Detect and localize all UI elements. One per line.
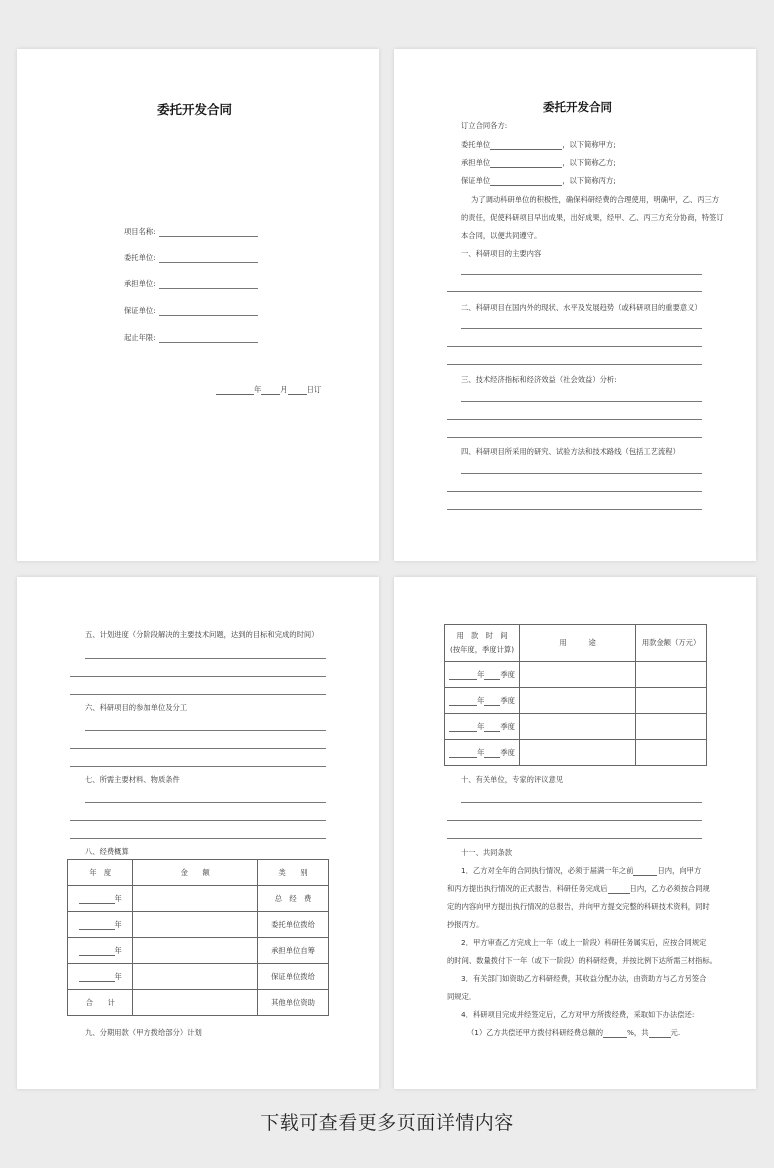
cover-date-line: 年 月 日订	[216, 385, 321, 395]
header-use: 用 途	[520, 625, 636, 662]
blank-line	[85, 658, 326, 659]
intro-paragraph-line: 本合同，以便共同遵守。	[461, 231, 542, 240]
table-total-row	[68, 990, 329, 1016]
contract-plan-page	[17, 577, 379, 1089]
year-cell: 年	[68, 938, 133, 964]
blank-line	[447, 346, 702, 347]
blank-line	[461, 401, 702, 402]
field-blank-line	[159, 262, 258, 263]
download-more-caption: 下载可查看更多页面详情内容	[260, 1112, 514, 1134]
amount-cell	[133, 964, 258, 990]
use-cell	[520, 662, 636, 688]
section-heading: 四、科研项目所采用的研究、试验方法和技术路线（包括工艺流程）	[461, 447, 680, 456]
clause-line: 和丙方提出执行情况的正式报告．科研任务完成后 日内，乙方必须按合同规	[447, 884, 710, 893]
table-row	[445, 714, 707, 740]
contract-terms-page	[394, 49, 756, 561]
intro-paragraph-line: 的责任，促使科研项目早出成果，出好成果，经甲、乙、丙三方充分协商，特签订	[461, 213, 724, 222]
party-client: 委托单位 ，以下简称甲方;	[461, 140, 616, 149]
table-row	[68, 938, 329, 964]
blank-line	[447, 838, 702, 839]
amount-cell	[636, 714, 707, 740]
amount-cell	[636, 740, 707, 766]
blank-line	[70, 676, 326, 677]
table-row	[68, 964, 329, 990]
clause-line: 1．乙方对全年的合同执行情况，必须于届满一年之前 日内，向甲方	[461, 866, 702, 875]
period-cell: 年 季度	[445, 688, 520, 714]
clause-line: 抄报丙方。	[447, 920, 484, 929]
field-blank-line	[159, 342, 258, 343]
field-label: 委托单位:	[124, 253, 156, 262]
clause-line: 3．有关部门如资助乙方科研经费，其收益分配办法，由资助方与乙方另签合	[461, 974, 707, 983]
clause-line: 同规定．	[447, 992, 477, 1001]
field-blank-line	[159, 315, 258, 316]
clause-line: 的时间、数量拨付下一年（或下一阶段）的科研经费，并按比例下达所需三材指标。	[447, 956, 717, 965]
clause-line: 定的内容向甲方提出执行情况的总报告，并向甲方提交完整的科研技术资料，同时	[447, 902, 710, 911]
budget-table	[67, 859, 329, 1016]
section-heading: 二、科研项目在国内外的现状、水平及发展趋势（或科研项目的重要意义）	[461, 303, 702, 312]
field-label: 起止年限:	[124, 333, 156, 342]
table-row	[68, 912, 329, 938]
category-cell: 总 经 费	[258, 886, 329, 912]
table-row	[445, 740, 707, 766]
blank-line	[461, 328, 702, 329]
total-label: 合 计	[68, 990, 133, 1016]
year-cell: 年	[68, 912, 133, 938]
blank-line	[70, 820, 326, 821]
use-cell	[520, 688, 636, 714]
section-heading: 十、有关单位，专家的评议意见	[461, 775, 564, 784]
field-label: 保证单位:	[124, 306, 156, 315]
table-header-row	[68, 860, 329, 886]
clause-line: 2．甲方审查乙方完成上一年（或上一阶段）科研任务属实后，应按合同规定	[461, 938, 707, 947]
category-cell: 承担单位自筹	[258, 938, 329, 964]
blank-line	[447, 509, 702, 510]
blank-line	[447, 491, 702, 492]
blank-line	[70, 766, 326, 767]
header-year: 年 度	[68, 860, 133, 886]
category-cell: 保证单位拨给	[258, 964, 329, 990]
year-cell: 年	[68, 964, 133, 990]
table-row	[68, 886, 329, 912]
period-cell: 年 季度	[445, 662, 520, 688]
blank-line	[447, 419, 702, 420]
blank-line	[447, 364, 702, 365]
clause-line: 4．科研项目完成并经签定后，乙方对甲方所拨经费，采取如下办法偿还:	[461, 1010, 695, 1019]
period-cell: 年 季度	[445, 714, 520, 740]
contract-schedule-page	[394, 577, 756, 1089]
repayment-line: （1）乙方共偿还甲方拨付科研经费总额的 %，共 元.	[467, 1028, 681, 1037]
field-label: 项目名称:	[124, 227, 156, 236]
use-cell	[520, 714, 636, 740]
party-guarantor: 保证单位 ，以下简称丙方;	[461, 176, 616, 185]
amount-cell	[133, 990, 258, 1016]
amount-cell	[133, 886, 258, 912]
payment-schedule-table	[444, 624, 707, 766]
blank-line	[70, 838, 326, 839]
amount-cell	[636, 662, 707, 688]
amount-cell	[636, 688, 707, 714]
period-cell: 年 季度	[445, 740, 520, 766]
header-amount: 金 额	[133, 860, 258, 886]
blank-line	[447, 820, 702, 821]
blank-line	[85, 802, 326, 803]
blank-line	[461, 802, 702, 803]
year-cell: 年	[68, 886, 133, 912]
blank-line	[447, 437, 702, 438]
section-heading: 三、技术经济指标和经济效益（社会效益）分析:	[461, 375, 617, 384]
amount-cell	[133, 912, 258, 938]
table-header-row	[445, 625, 707, 662]
header-category: 类 别	[258, 860, 329, 886]
category-cell: 其他单位资助	[258, 990, 329, 1016]
parties-intro: 订立合同各方:	[461, 121, 508, 130]
blank-line	[447, 291, 702, 292]
intro-paragraph-line: 为了调动科研单位的积极性，确保科研经费的合理使用，明确甲，乙、丙三方	[471, 195, 720, 204]
use-cell	[520, 740, 636, 766]
section-heading: 六、科研项目的参加单位及分工	[85, 703, 188, 712]
section-heading: 十一、共同条款	[461, 848, 513, 857]
header-payment-time: 用 款 时 间 (按年度，季度计算)	[445, 625, 520, 662]
section-heading: 八、经费概算	[85, 847, 129, 856]
section-heading: 一、科研项目的主要内容	[461, 249, 542, 258]
table-row	[445, 688, 707, 714]
page-title: 委托开发合同	[543, 100, 612, 114]
field-blank-line	[159, 236, 258, 237]
party-contractor: 承担单位 ，以下简称乙方;	[461, 158, 616, 167]
category-cell: 委托单位拨给	[258, 912, 329, 938]
section-heading: 七、所需主要材料、物质条件	[85, 775, 180, 784]
blank-line	[461, 274, 702, 275]
contract-cover-page	[17, 49, 379, 561]
field-blank-line	[159, 288, 258, 289]
blank-line	[70, 694, 326, 695]
field-label: 承担单位:	[124, 279, 156, 288]
blank-line	[85, 730, 326, 731]
cover-title: 委托开发合同	[157, 102, 233, 117]
section-heading: 九、分期用款（甲方拨给部分）计划	[85, 1028, 202, 1037]
header-amount: 用款金额（万元）	[636, 625, 707, 662]
table-row	[445, 662, 707, 688]
amount-cell	[133, 938, 258, 964]
section-heading: 五、计划进度（分阶段解决的主要技术问题，达到的目标和完成的时间）	[85, 630, 319, 639]
blank-line	[461, 473, 702, 474]
blank-line	[70, 748, 326, 749]
